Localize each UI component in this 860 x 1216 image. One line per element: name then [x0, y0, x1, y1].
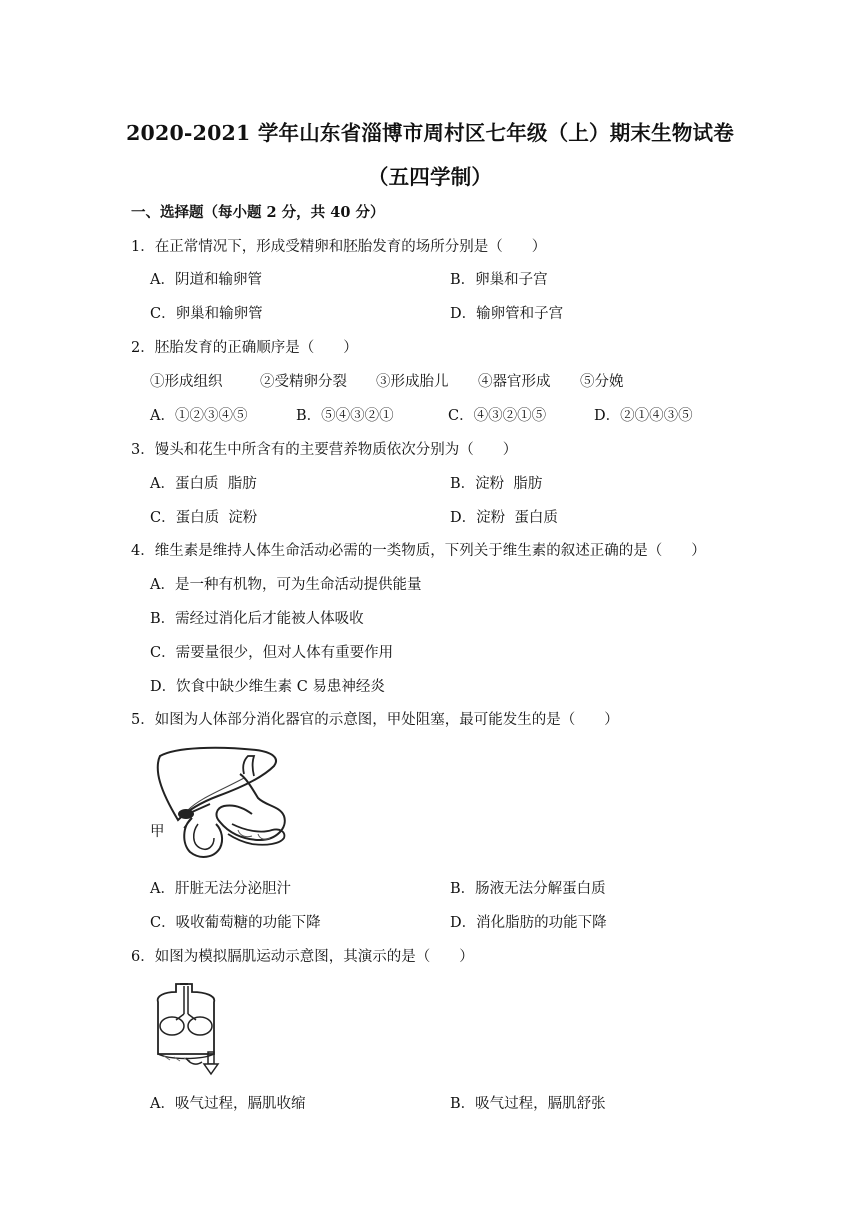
question-2-item-1: ①形成组织	[150, 374, 223, 390]
question-4-option-d: D．饮食中缺少维生素 C 易患神经炎	[150, 679, 385, 695]
question-6-stem: 6．如图为模拟膈肌运动示意图，其演示的是（ ）	[131, 949, 474, 965]
question-5-option-b: B．肠液无法分解蛋白质	[450, 881, 606, 897]
exam-title-line2: （五四学制）	[367, 165, 493, 189]
question-3-option-b: B．淀粉 脂肪	[450, 476, 543, 492]
question-2-stem: 2．胚胎发育的正确顺序是（ ）	[131, 340, 358, 356]
question-2-item-4: ④器官形成	[478, 374, 551, 390]
question-2-option-c: C．④③②①⑤	[448, 408, 547, 424]
question-2-item-2: ②受精卵分裂	[260, 374, 347, 390]
question-3-option-d: D．淀粉 蛋白质	[450, 510, 558, 526]
diaphragm-model-figure	[150, 980, 228, 1076]
question-2-option-a: A．①②③④⑤	[150, 408, 248, 424]
question-2-option-b: B．⑤④③②①	[296, 408, 394, 424]
question-5-option-c: C．吸收葡萄糖的功能下降	[150, 915, 321, 931]
question-3-stem: 3．馒头和花生中所含有的主要营养物质依次分别为（ ）	[131, 442, 518, 458]
figure-label-jia: 甲	[150, 824, 165, 840]
question-4-option-b: B．需经过消化后才能被人体吸收	[150, 611, 364, 627]
question-1-stem: 1．在正常情况下，形成受精卵和胚胎发育的场所分别是（ ）	[131, 239, 547, 255]
question-5-stem: 5．如图为人体部分消化器官的示意图，甲处阻塞，最可能发生的是（ ）	[131, 712, 619, 728]
question-1-option-b: B．卵巢和子宫	[450, 272, 548, 288]
question-3-option-c: C．蛋白质 淀粉	[150, 510, 258, 526]
question-3-option-a: A．蛋白质 脂肪	[150, 476, 257, 492]
question-5-option-d: D．消化脂肪的功能下降	[450, 915, 607, 931]
question-1-option-c: C．卵巢和输卵管	[150, 306, 263, 322]
question-1-option-d: D．输卵管和子宫	[450, 306, 564, 322]
question-6-option-b: B．吸气过程，膈肌舒张	[450, 1096, 606, 1112]
question-2-option-d: D．②①④③⑤	[594, 408, 693, 424]
question-2-item-3: ③形成胎儿	[376, 374, 449, 390]
question-1-option-a: A．阴道和输卵管	[150, 272, 262, 288]
section-heading: 一、选择题（每小题 2 分，共 40 分）	[131, 204, 385, 221]
question-4-option-a: A．是一种有机物，可为生命活动提供能量	[150, 577, 422, 593]
question-2-item-5: ⑤分娩	[580, 374, 624, 390]
question-5-option-a: A．肝脏无法分泌胆汁	[150, 881, 291, 897]
question-4-option-c: C．需要量很少，但对人体有重要作用	[150, 645, 394, 661]
question-4-stem: 4．维生素是维持人体生命活动必需的一类物质，下列关于维生素的叙述正确的是（ ）	[131, 543, 706, 559]
question-6-option-a: A．吸气过程，膈肌收缩	[150, 1096, 306, 1112]
digestive-organs-figure	[148, 744, 293, 862]
exam-title-line1: 2020-2021 学年山东省淄博市周村区七年级（上）期末生物试卷	[126, 121, 734, 145]
